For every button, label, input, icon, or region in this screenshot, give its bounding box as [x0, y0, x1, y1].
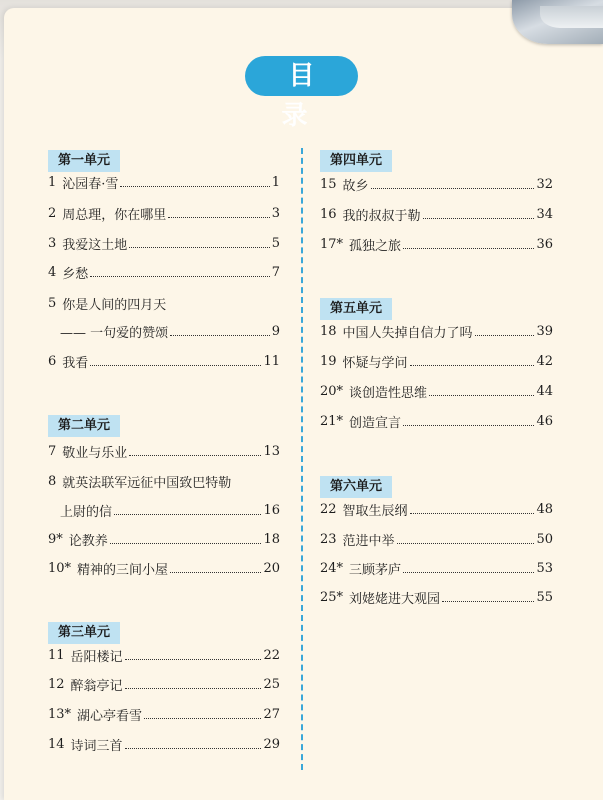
- unit-heading: 第三单元: [48, 622, 120, 644]
- entry-number: 22: [320, 501, 337, 517]
- entry-page-number: 25: [263, 676, 280, 692]
- entry-page-number: 50: [536, 531, 553, 547]
- entry-title: 岳阳楼记: [70, 649, 123, 665]
- entry-title: 中国人失掉自信力了吗: [342, 325, 473, 341]
- leader-dots: [125, 658, 262, 660]
- unit-heading: 第四单元: [320, 150, 392, 172]
- toc-entry[interactable]: [48, 441, 280, 461]
- leader-dots: [397, 542, 535, 544]
- entry-title: 谈创造性思维: [349, 385, 428, 401]
- leader-dots: [403, 247, 534, 249]
- entry-page-number: 20: [263, 560, 280, 576]
- entry-title: 怀疑与学问: [342, 355, 408, 371]
- entry-page-number: 27: [263, 706, 280, 722]
- leader-dots: [403, 424, 534, 426]
- toc-entry[interactable]: [48, 674, 280, 694]
- entry-page-number: 42: [536, 353, 553, 369]
- toc-entry[interactable]: [48, 704, 280, 724]
- entry-title: 周总理，你在哪里: [62, 207, 167, 223]
- entry-number: 17*: [320, 236, 344, 252]
- toc-entry[interactable]: [48, 500, 280, 520]
- entry-number: 23: [320, 531, 337, 547]
- entry-title: 智取生辰纲: [342, 503, 408, 519]
- entry-title: 刘姥姥进大观园: [349, 591, 441, 607]
- entry-page-number: 16: [263, 502, 280, 518]
- toc-entry[interactable]: [320, 381, 553, 401]
- leader-dots: [120, 185, 269, 187]
- entry-page-number: 13: [263, 443, 280, 459]
- leader-dots: [125, 747, 262, 749]
- entry-number: 1: [48, 174, 57, 190]
- entry-number: 10*: [48, 560, 72, 576]
- entry-page-number: 11: [263, 353, 280, 369]
- entry-title: —— 一句爱的赞颂: [60, 325, 169, 341]
- toc-entry[interactable]: [320, 204, 553, 224]
- entry-number: 25*: [320, 589, 344, 605]
- leader-dots: [410, 364, 535, 366]
- toc-entry[interactable]: [320, 558, 553, 578]
- entry-page-number: 5: [271, 235, 280, 251]
- entry-title: 我看: [62, 355, 89, 371]
- entry-page-number: 7: [271, 264, 280, 280]
- entry-title: 孤独之旅: [349, 238, 402, 254]
- entry-title: 诗词三首: [70, 738, 123, 754]
- page-title: 目 录: [245, 56, 358, 96]
- toc-entry[interactable]: [48, 351, 280, 371]
- entry-title: 我的叔叔于勒: [342, 208, 421, 224]
- toc-entry[interactable]: [320, 529, 553, 549]
- entry-page-number: 48: [536, 501, 553, 517]
- toc-entry[interactable]: [320, 234, 553, 254]
- entry-page-number: 44: [536, 383, 553, 399]
- binder-clip-highlight: [540, 6, 603, 28]
- toc-entry[interactable]: [48, 172, 280, 192]
- entry-page-number: 55: [536, 589, 553, 605]
- entry-number: 8: [48, 473, 57, 489]
- entry-title: 范进中举: [342, 533, 395, 549]
- entry-page-number: 39: [536, 323, 553, 339]
- entry-title: 论教养: [68, 533, 108, 549]
- leader-dots: [410, 512, 535, 514]
- entry-title: 沁园春·雪: [62, 176, 119, 192]
- entry-page-number: 18: [263, 531, 280, 547]
- entry-number: 7: [48, 443, 57, 459]
- entry-number: 11: [48, 647, 65, 663]
- leader-dots: [110, 542, 262, 544]
- leader-dots: [170, 571, 261, 573]
- toc-entry[interactable]: [320, 587, 553, 607]
- entry-number: 2: [48, 205, 57, 221]
- entry-title: 三顾茅庐: [349, 562, 402, 578]
- toc-entry[interactable]: [320, 174, 553, 194]
- toc-entry[interactable]: [48, 203, 280, 223]
- entry-number: 21*: [320, 413, 344, 429]
- leader-dots: [129, 454, 261, 456]
- entry-number: 15: [320, 176, 337, 192]
- leader-dots: [442, 600, 534, 602]
- entry-title: 乡愁: [62, 266, 89, 282]
- entry-page-number: 32: [536, 176, 553, 192]
- leader-dots: [90, 275, 269, 277]
- leader-dots: [403, 571, 534, 573]
- entry-title: 创造宣言: [349, 415, 402, 431]
- unit-heading: 第六单元: [320, 476, 392, 498]
- entry-number: 12: [48, 676, 65, 692]
- entry-title: 湖心亭看雪: [77, 708, 143, 724]
- leader-dots: [168, 216, 269, 218]
- unit-heading: 第五单元: [320, 298, 392, 320]
- toc-entry[interactable]: [48, 529, 280, 549]
- entry-title: 故乡: [342, 178, 369, 194]
- entry-number: 24*: [320, 560, 344, 576]
- entry-page-number: 46: [536, 413, 553, 429]
- entry-page-number: 1: [271, 174, 280, 190]
- leader-dots: [371, 187, 535, 189]
- entry-page-number: 36: [536, 236, 553, 252]
- leader-dots: [114, 513, 261, 515]
- entry-title: 敬业与乐业: [62, 445, 128, 461]
- entry-number: 20*: [320, 383, 344, 399]
- entry-page-number: 53: [536, 560, 553, 576]
- entry-number: 9*: [48, 531, 63, 547]
- leader-dots: [90, 364, 261, 366]
- toc-entry[interactable]: [320, 351, 553, 371]
- entry-number: 5: [48, 295, 57, 311]
- toc-entry[interactable]: [320, 499, 553, 519]
- toc-entry[interactable]: [320, 321, 553, 341]
- toc-entry[interactable]: [48, 293, 280, 313]
- entry-number: 18: [320, 323, 337, 339]
- leader-dots: [429, 394, 534, 396]
- entry-number: 19: [320, 353, 337, 369]
- toc-entry[interactable]: [320, 411, 553, 431]
- entry-title: 我爱这土地: [62, 237, 128, 253]
- entry-page-number: 9: [271, 323, 280, 339]
- unit-heading: 第一单元: [48, 150, 120, 172]
- entry-title: 你是人间的四月天: [62, 297, 167, 313]
- leader-dots: [125, 687, 262, 689]
- toc-entry[interactable]: [48, 734, 280, 754]
- toc-entry[interactable]: [48, 558, 280, 578]
- column-divider: [301, 148, 303, 770]
- entry-title: 就英法联军远征中国致巴特勒: [62, 475, 232, 491]
- entry-page-number: 22: [263, 647, 280, 663]
- toc-entry[interactable]: [48, 321, 280, 341]
- entry-number: 4: [48, 264, 57, 280]
- entry-number: 3: [48, 235, 57, 251]
- entry-title: 上尉的信: [60, 504, 113, 520]
- leader-dots: [129, 246, 269, 248]
- entry-title: 醉翁亭记: [70, 678, 123, 694]
- toc-entry[interactable]: [48, 471, 280, 491]
- leader-dots: [475, 334, 535, 336]
- entry-number: 6: [48, 353, 57, 369]
- toc-entry[interactable]: [48, 262, 280, 282]
- toc-entry[interactable]: [48, 645, 280, 665]
- entry-number: 14: [48, 736, 65, 752]
- entry-number: 16: [320, 206, 337, 222]
- leader-dots: [170, 334, 270, 336]
- toc-entry[interactable]: [48, 233, 280, 253]
- entry-page-number: 3: [271, 205, 280, 221]
- leader-dots: [144, 717, 261, 719]
- leader-dots: [423, 217, 535, 219]
- entry-page-number: 29: [263, 736, 280, 752]
- unit-heading: 第二单元: [48, 415, 120, 437]
- entry-number: 13*: [48, 706, 72, 722]
- entry-page-number: 34: [536, 206, 553, 222]
- entry-title: 精神的三间小屋: [77, 562, 169, 578]
